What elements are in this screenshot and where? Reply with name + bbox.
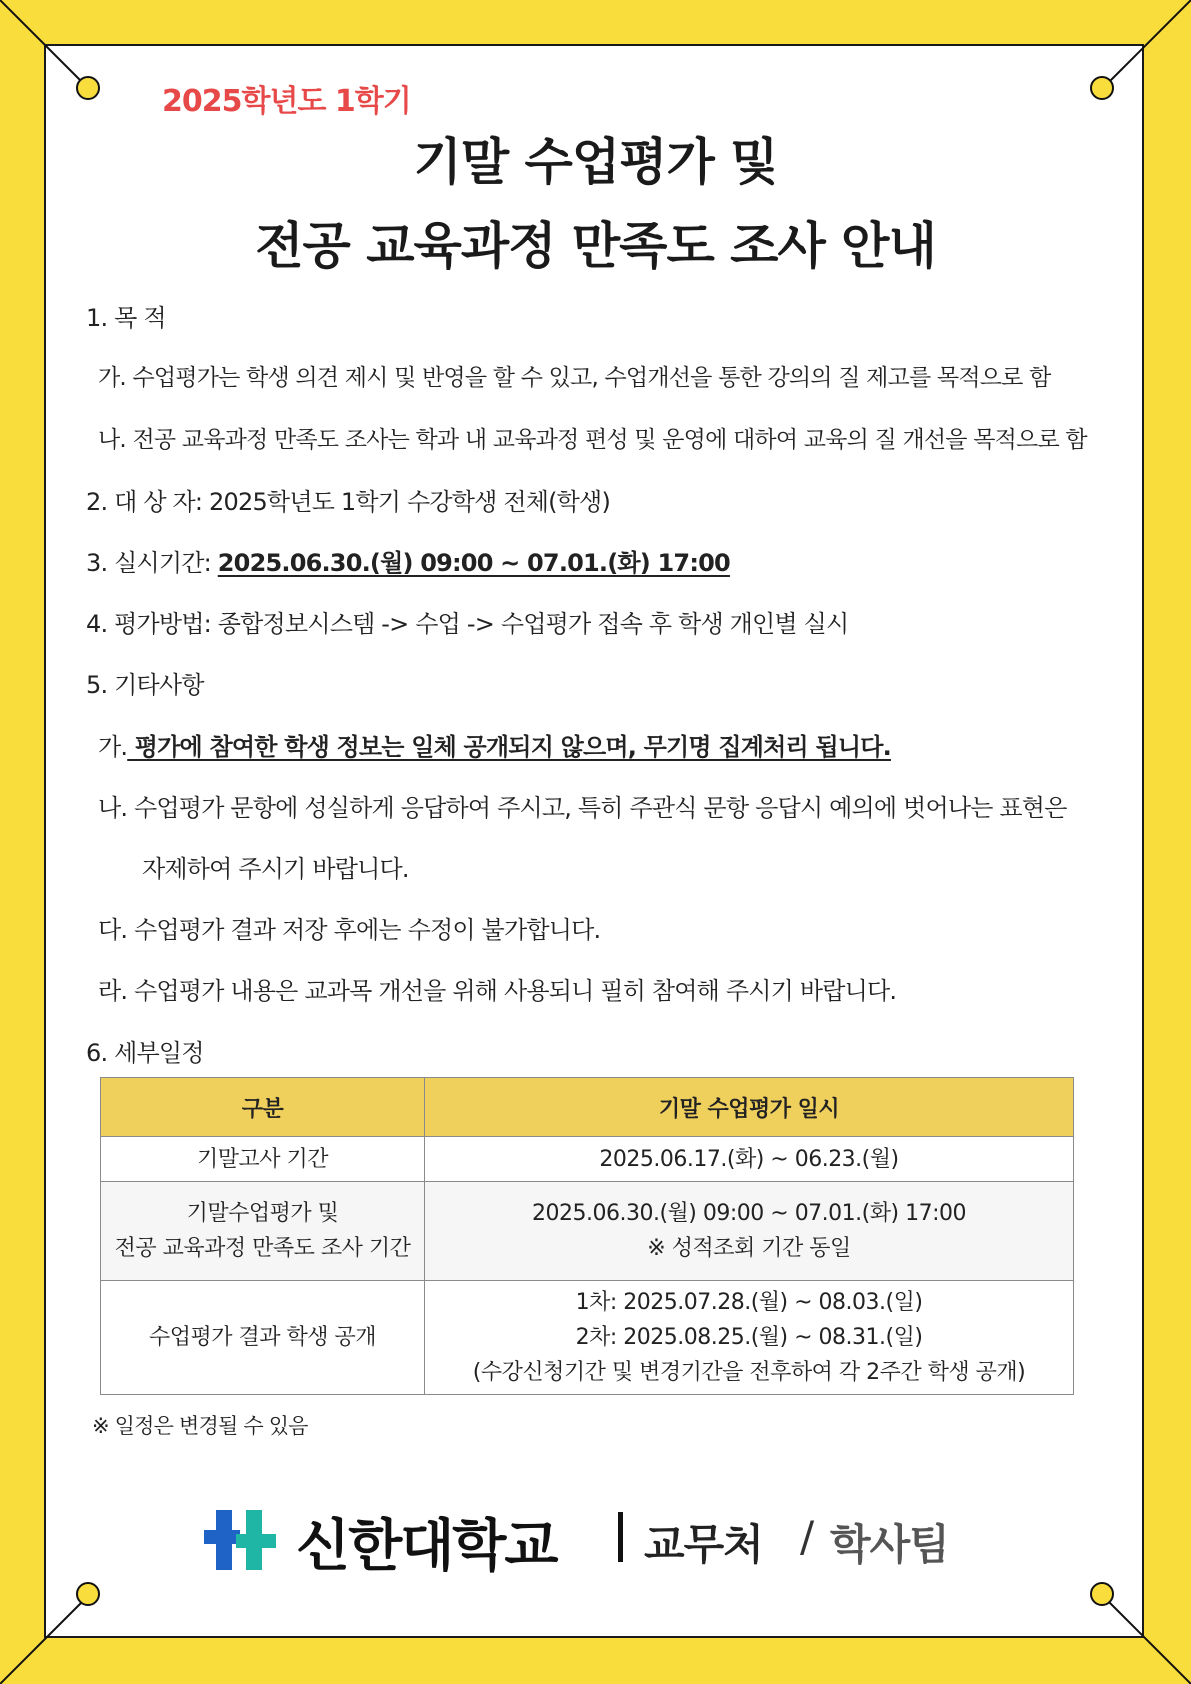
- table-cell-value: [425, 1182, 1074, 1281]
- schedule-heading: 6. 세부일정: [86, 1039, 204, 1067]
- table-row: [101, 1281, 1074, 1395]
- table-cell-value: 2025.06.17.(화) ~ 06.23.(월): [425, 1137, 1074, 1182]
- schedule-note: ※ 일정은 변경될 수 있음: [92, 1414, 308, 1438]
- period-value: 2025.06.30.(월) 09:00 ~ 07.01.(화) 17:00: [217, 549, 730, 577]
- misc-item-a-prefix: 가.: [98, 733, 128, 761]
- semester-label: 2025학년도 1학기: [162, 84, 411, 119]
- purpose-item-b: 나. 전공 교육과정 만족도 조사는 학과 내 교육과정 편성 및 운영에 대하여 교육의 질 개선을 목적으로 함: [98, 427, 1087, 453]
- footer-slash: /: [800, 1512, 815, 1561]
- target-line: 2. 대 상 자: 2025학년도 1학기 수강학생 전체(학생): [86, 488, 611, 516]
- period-label: 3. 실시기간:: [86, 549, 218, 577]
- table-cell-value-line: ※ 성적조회 기간 동일: [647, 1236, 851, 1261]
- table-cell-value-line: 2차: 2025.08.25.(월) ~ 08.31.(일): [575, 1325, 923, 1350]
- purpose-item-a: 가. 수업평가는 학생 의견 제시 및 반영을 할 수 있고, 수업개선을 통한 강의의 질 제고를 목적으로 함: [98, 365, 1051, 391]
- university-logo-icon: [200, 1508, 280, 1572]
- misc-item-b-line1: 나. 수업평가 문항에 성실하게 응답하여 주시고, 특히 주관식 문항 응답시 예의에 벗어나는 표현은: [98, 794, 1067, 822]
- table-header-row: [101, 1078, 1074, 1137]
- white-board: [44, 44, 1144, 1638]
- misc-item-b-line2: 자제하여 주시기 바랍니다.: [142, 855, 409, 883]
- misc-item-c: 다. 수업평가 결과 저장 후에는 수정이 불가합니다.: [98, 916, 601, 944]
- university-name: 신한대학교: [296, 1514, 557, 1579]
- table-row: [101, 1182, 1074, 1281]
- schedule-table: [100, 1077, 1074, 1395]
- table-header-category: 구분: [101, 1078, 425, 1137]
- misc-item-d: 라. 수업평가 내용은 교과목 개선을 위해 사용되니 필히 참여해 주시기 바랍니다.: [98, 977, 897, 1005]
- table-cell-label-line: 전공 교육과정 만족도 조사 기간: [114, 1236, 411, 1261]
- table-cell-label-line: 기말수업평가 및: [186, 1201, 339, 1226]
- title-line-2: 전공 교육과정 만족도 조사 안내: [255, 217, 936, 275]
- table-cell-value-line: 1차: 2025.07.28.(월) ~ 08.03.(일): [575, 1290, 923, 1315]
- table-row: [101, 1137, 1074, 1182]
- table-cell-label: [101, 1182, 425, 1281]
- table-cell-label: 기말고사 기간: [101, 1137, 425, 1182]
- footer-divider: [618, 1512, 623, 1562]
- misc-item-a: [98, 727, 891, 762]
- team-name: 학사팀: [830, 1520, 949, 1569]
- title-line-1: 기말 수업평가 및: [413, 133, 778, 191]
- table-cell-value: [425, 1281, 1074, 1395]
- misc-heading: 5. 기타사항: [86, 671, 204, 699]
- purpose-heading: 1. 목 적: [86, 304, 166, 332]
- period-line: [86, 543, 730, 578]
- department-name: 교무처: [644, 1520, 763, 1569]
- table-cell-value-line: (수강신청기간 및 변경기간을 전후하여 각 2주간 학생 공개): [472, 1360, 1026, 1385]
- method-line: 4. 평가방법: 종합정보시스템 -> 수업 -> 수업평가 접속 후 학생 개인별 실시: [86, 610, 849, 638]
- table-header-datetime: 기말 수업평가 일시: [425, 1078, 1074, 1137]
- table-cell-value-line: 2025.06.30.(월) 09:00 ~ 07.01.(화) 17:00: [532, 1201, 966, 1226]
- misc-item-a-text: 평가에 참여한 학생 정보는 일체 공개되지 않으며, 무기명 집계처리 됩니다.: [127, 733, 891, 761]
- table-cell-label: 수업평가 결과 학생 공개: [101, 1281, 425, 1395]
